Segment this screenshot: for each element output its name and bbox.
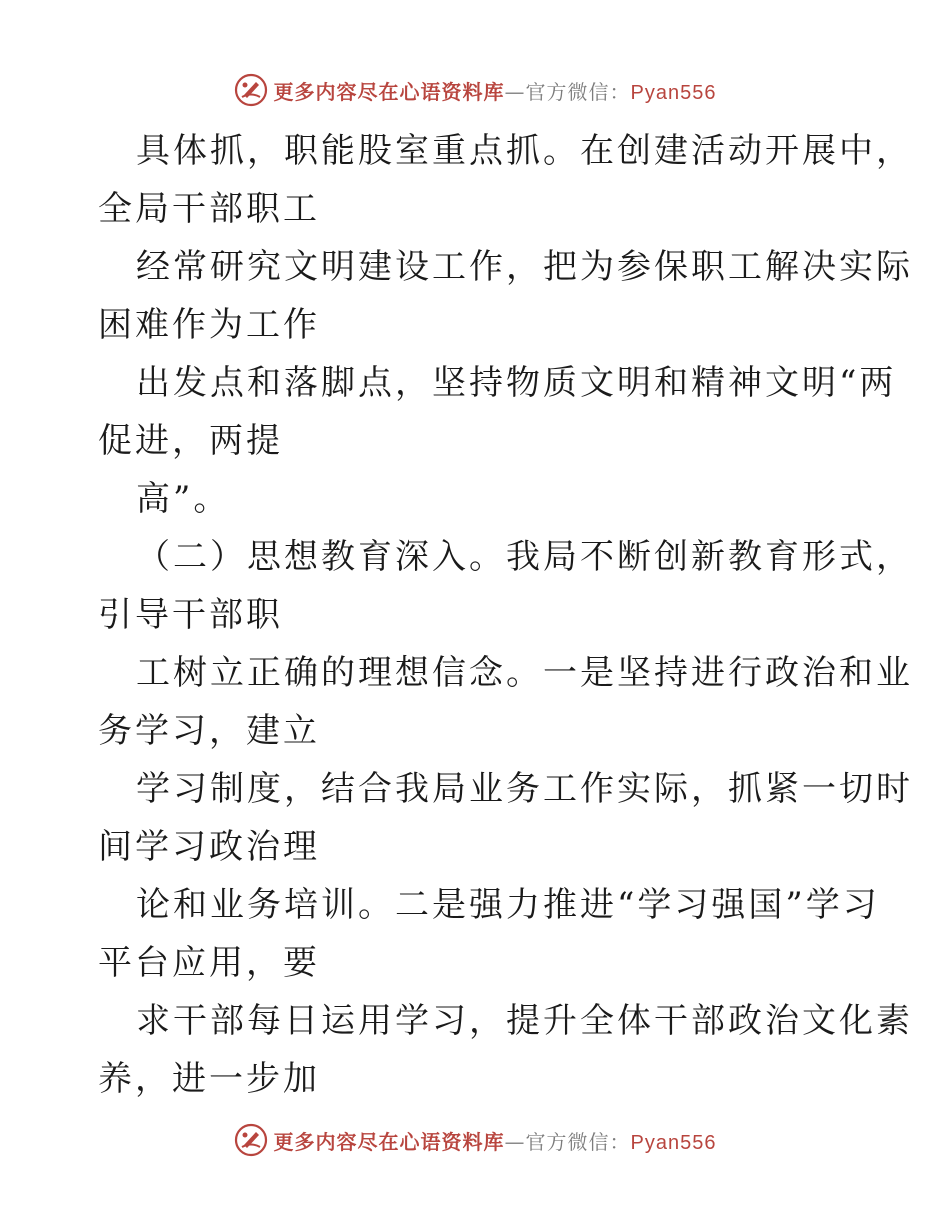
paragraph [98, 644, 913, 760]
paragraph-continuation: 务学习，建立 [98, 711, 320, 751]
paragraph-first-line: 工树立正确的理想信念。一是坚持进行政治和业 [136, 653, 913, 693]
paragraph [98, 528, 913, 644]
watermark-official-label: 官方微信： [525, 79, 631, 104]
watermark-text [274, 1126, 717, 1155]
watermark-brand: 更多内容尽在心语资料库 [273, 1129, 505, 1154]
paragraph-continuation: 养，进一步加 [98, 1059, 320, 1099]
watermark-wechat-id: Pyan556 [630, 1131, 717, 1154]
watermark-official-label: 官方微信： [525, 1129, 631, 1154]
paragraph-continuation: 间学习政治理 [98, 827, 320, 867]
paragraph-continuation: 全局干部职工 [98, 189, 320, 229]
paragraph-first-line: 经常研究文明建设工作，把为参保职工解决实际 [136, 247, 913, 287]
paragraph-continuation: 引导干部职 [98, 595, 283, 635]
paragraph-first-line: 具体抓，职能股室重点抓。在创建活动开展中， [136, 131, 913, 171]
paragraph-first-line: 高”。 [136, 479, 231, 519]
pen-book-logo-icon [234, 1123, 268, 1157]
paragraph [98, 876, 880, 992]
watermark-dash: — [504, 79, 526, 104]
pen-book-logo-icon [234, 73, 268, 107]
watermark-wechat-id: Pyan556 [630, 81, 717, 104]
paragraph [98, 122, 913, 238]
paragraph-first-line: （二）思想教育深入。我局不断创新教育形式， [136, 537, 913, 577]
paragraph [98, 992, 913, 1108]
paragraph-continuation: 困难作为工作 [98, 305, 320, 345]
paragraph [98, 238, 913, 354]
paragraph-continuation: 促进，两提 [98, 421, 283, 461]
paragraph [98, 470, 868, 528]
header-watermark [0, 70, 950, 110]
watermark-brand: 更多内容尽在心语资料库 [273, 79, 505, 104]
paragraph-first-line: 出发点和落脚点，坚持物质文明和精神文明“两 [136, 363, 897, 403]
document-body [98, 122, 913, 1108]
paragraph-continuation: 平台应用，要 [98, 943, 320, 983]
paragraph-first-line: 学习制度，结合我局业务工作实际，抓紧一切时 [136, 769, 913, 809]
watermark-text [274, 76, 717, 105]
paragraph [98, 354, 897, 470]
paragraph-first-line: 求干部每日运用学习，提升全体干部政治文化素 [136, 1001, 913, 1041]
paragraph [98, 760, 913, 876]
watermark-dash: — [504, 1129, 526, 1154]
footer-watermark [0, 1120, 950, 1160]
paragraph-first-line: 论和业务培训。二是强力推进“学习强国”学习 [136, 885, 880, 925]
